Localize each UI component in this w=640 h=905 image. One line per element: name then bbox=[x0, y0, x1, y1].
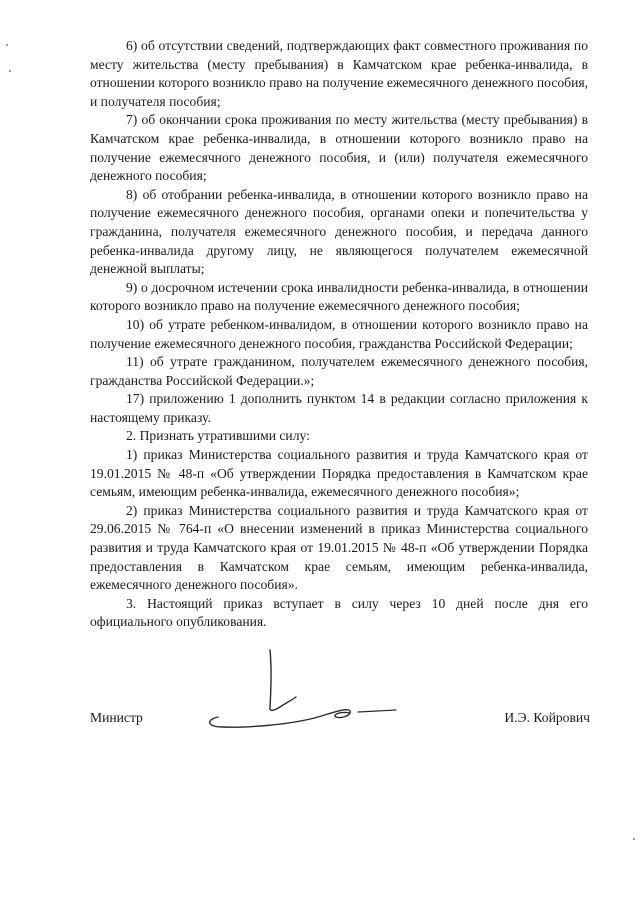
paragraph-item-9: 9) о досрочном истечении срока инвалидности ребенка-инвалида, в отношении которого возникло право на получение ежемесячного денежного пособия; bbox=[90, 279, 588, 314]
signature-vertical-stroke bbox=[270, 650, 296, 710]
repealed-order-2: 2) приказ Министерства социального развития и труда Камчатского края от 29.06.2015 № 764-п «О внесении изменений в приказ Министерства социального развития и труда Камчатского края от 19.01.2015 № 48-п «Об утверждении Порядка предоставления в Камчатском крае семьям, имеющим ребенка-инвалида, ежемесячного денежного пособия». bbox=[90, 502, 588, 593]
paragraph-item-6: 6) об отсутствии сведений, подтверждающих факт совместного проживания по месту жительства (месту пребывания) в Камчатском крае ребенка-инвалида, в отношении которого возникло право на получение ежемесячного денежного пособия, и получателя пособия; bbox=[90, 38, 588, 109]
scan-edge-mark bbox=[633, 838, 635, 840]
section-3-effective-date: 3. Настоящий приказ вступает в силу через 10 дней после дня его официального опубликования. bbox=[90, 595, 588, 630]
signature-loop-stroke bbox=[210, 710, 351, 728]
signature-tail-stroke bbox=[358, 710, 396, 712]
paragraph-item-7: 7) об окончании срока проживания по месту жительства (месту пребывания) в Камчатском крае ребенка-инвалида, в отношении которого возникло право на получение ежемесячного денежного пособия, и (или) получателя ежемесячного денежного пособия; bbox=[90, 112, 588, 184]
paragraph-item-11: 11) об утрате гражданином, получателем ежемесячного денежного пособия, гражданства Российской Федерации.»; bbox=[90, 354, 588, 388]
paragraph-item-10: 10) об утрате ребенком-инвалидом, в отношении которого возникло право на получение ежемесячного денежного пособия, гражданства Российской Федерации; bbox=[90, 316, 588, 351]
handwritten-signature bbox=[200, 645, 415, 740]
scan-edge-mark bbox=[9, 70, 11, 72]
document-body bbox=[90, 37, 588, 632]
repealed-order-1: 1) приказ Министерства социального развития и труда Камчатского края от 19.01.2015 № 48-п «Об утверждении Порядка предоставления в Камчатском крае семьям, имеющим ребенка-инвалида, ежемесячного денежного пособия»; bbox=[90, 447, 588, 500]
signatory-position: Министр bbox=[90, 710, 143, 725]
signatory-name: И.Э. Койрович bbox=[504, 710, 590, 725]
scan-edge-mark bbox=[6, 44, 8, 46]
section-2-heading: 2. Признать утратившими силу: bbox=[126, 428, 310, 444]
paragraph-item-8: 8) об отобрании ребенка-инвалида, в отношении которого возникло право на получение ежемесячного денежного пособия, органами опеки и попечительства у гражданина, получателя ежемесячного денежного пособия, и передача данного ребенка-инвалида другому лицу, не являющегося получателем ежемесячной денежной выплаты; bbox=[90, 186, 588, 277]
paragraph-item-17: 17) приложению 1 дополнить пунктом 14 в редакции согласно приложения к настоящему приказу. bbox=[90, 391, 588, 425]
